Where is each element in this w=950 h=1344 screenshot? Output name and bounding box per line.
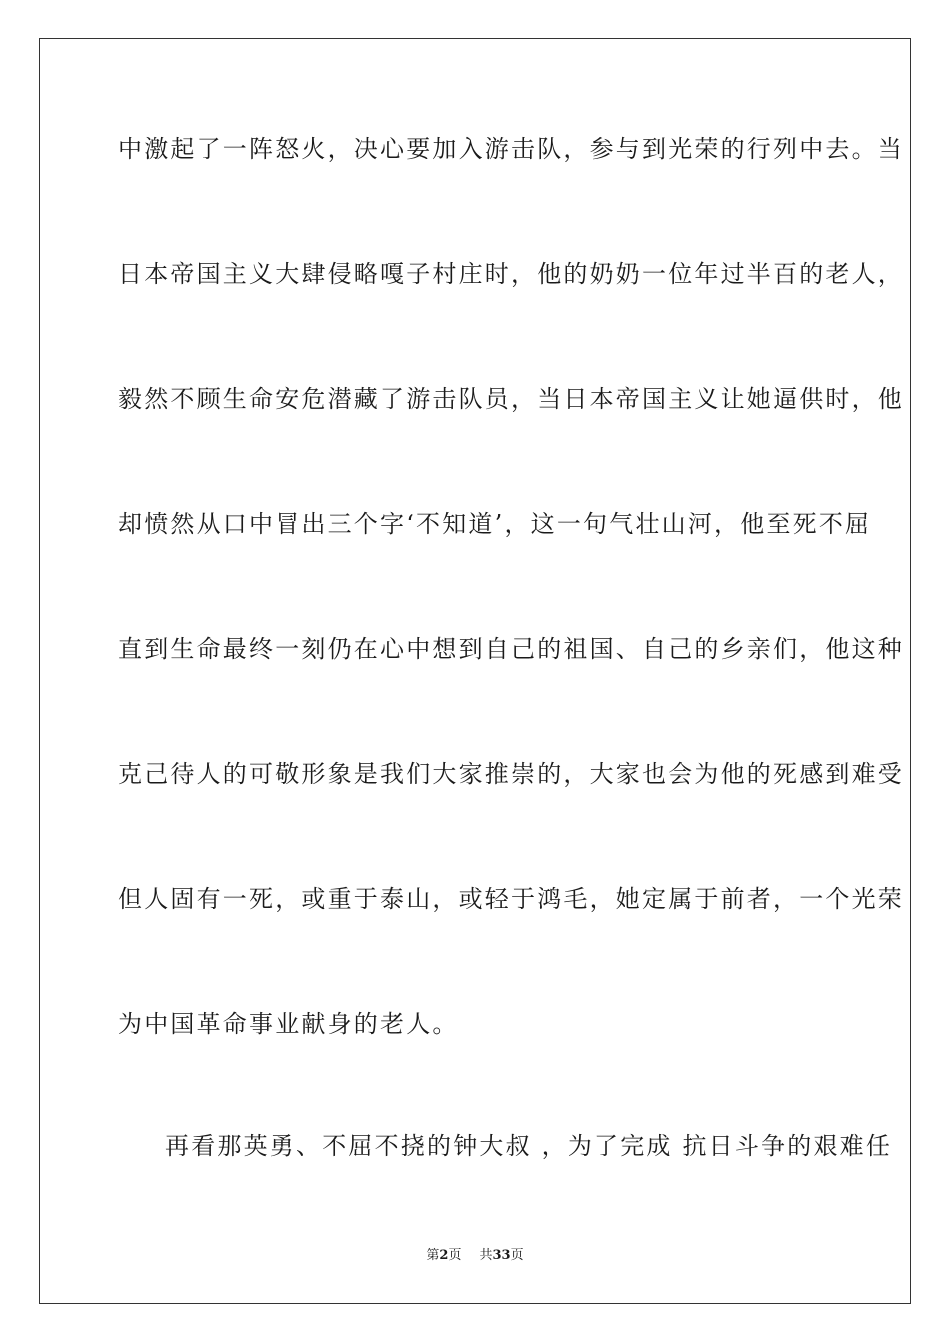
text-line-2: 日本帝国主义大肆侵略嘎子村庄时，他的奶奶一位年过半百的老人， [118,260,904,288]
footer-page-suffix: 页 [448,1248,462,1263]
page-border [39,38,911,1304]
footer-page-prefix: 第 [426,1248,440,1263]
text-line-7: 但人固有一死，或重于泰山，或轻于鸿毛，她定属于前者，一个光荣 [118,885,904,913]
footer-page-number: 2 [439,1248,449,1263]
text-line-9-paragraph-start: 再看那英勇、不屈不挠的钟大叔 ，为了完成 抗日斗争的艰难任 [165,1132,893,1160]
text-line-5: 直到生命最终一刻仍在心中想到自己的祖国、自己的乡亲们，他这种 [118,635,904,663]
text-line-3: 毅然不顾生命安危潜藏了游击队员，当日本帝国主义让她逼供时，他 [118,385,904,413]
footer-total-suffix: 页 [510,1248,524,1263]
text-line-6: 克己待人的可敬形象是我们大家推崇的，大家也会为他的死感到难受 [118,760,904,788]
text-line-8: 为中国革命事业献身的老人。 [118,1010,459,1038]
text-line-4: 却愤然从口中冒出三个字‘不知道’，这一句气壮山河，他至死不屈 [118,510,872,538]
page-footer [0,1244,950,1263]
footer-total-pages: 33 [492,1248,511,1263]
footer-total-prefix: 共 [479,1248,493,1263]
text-line-1: 中激起了一阵怒火，决心要加入游击队，参与到光荣的行列中去。当 [118,135,904,163]
